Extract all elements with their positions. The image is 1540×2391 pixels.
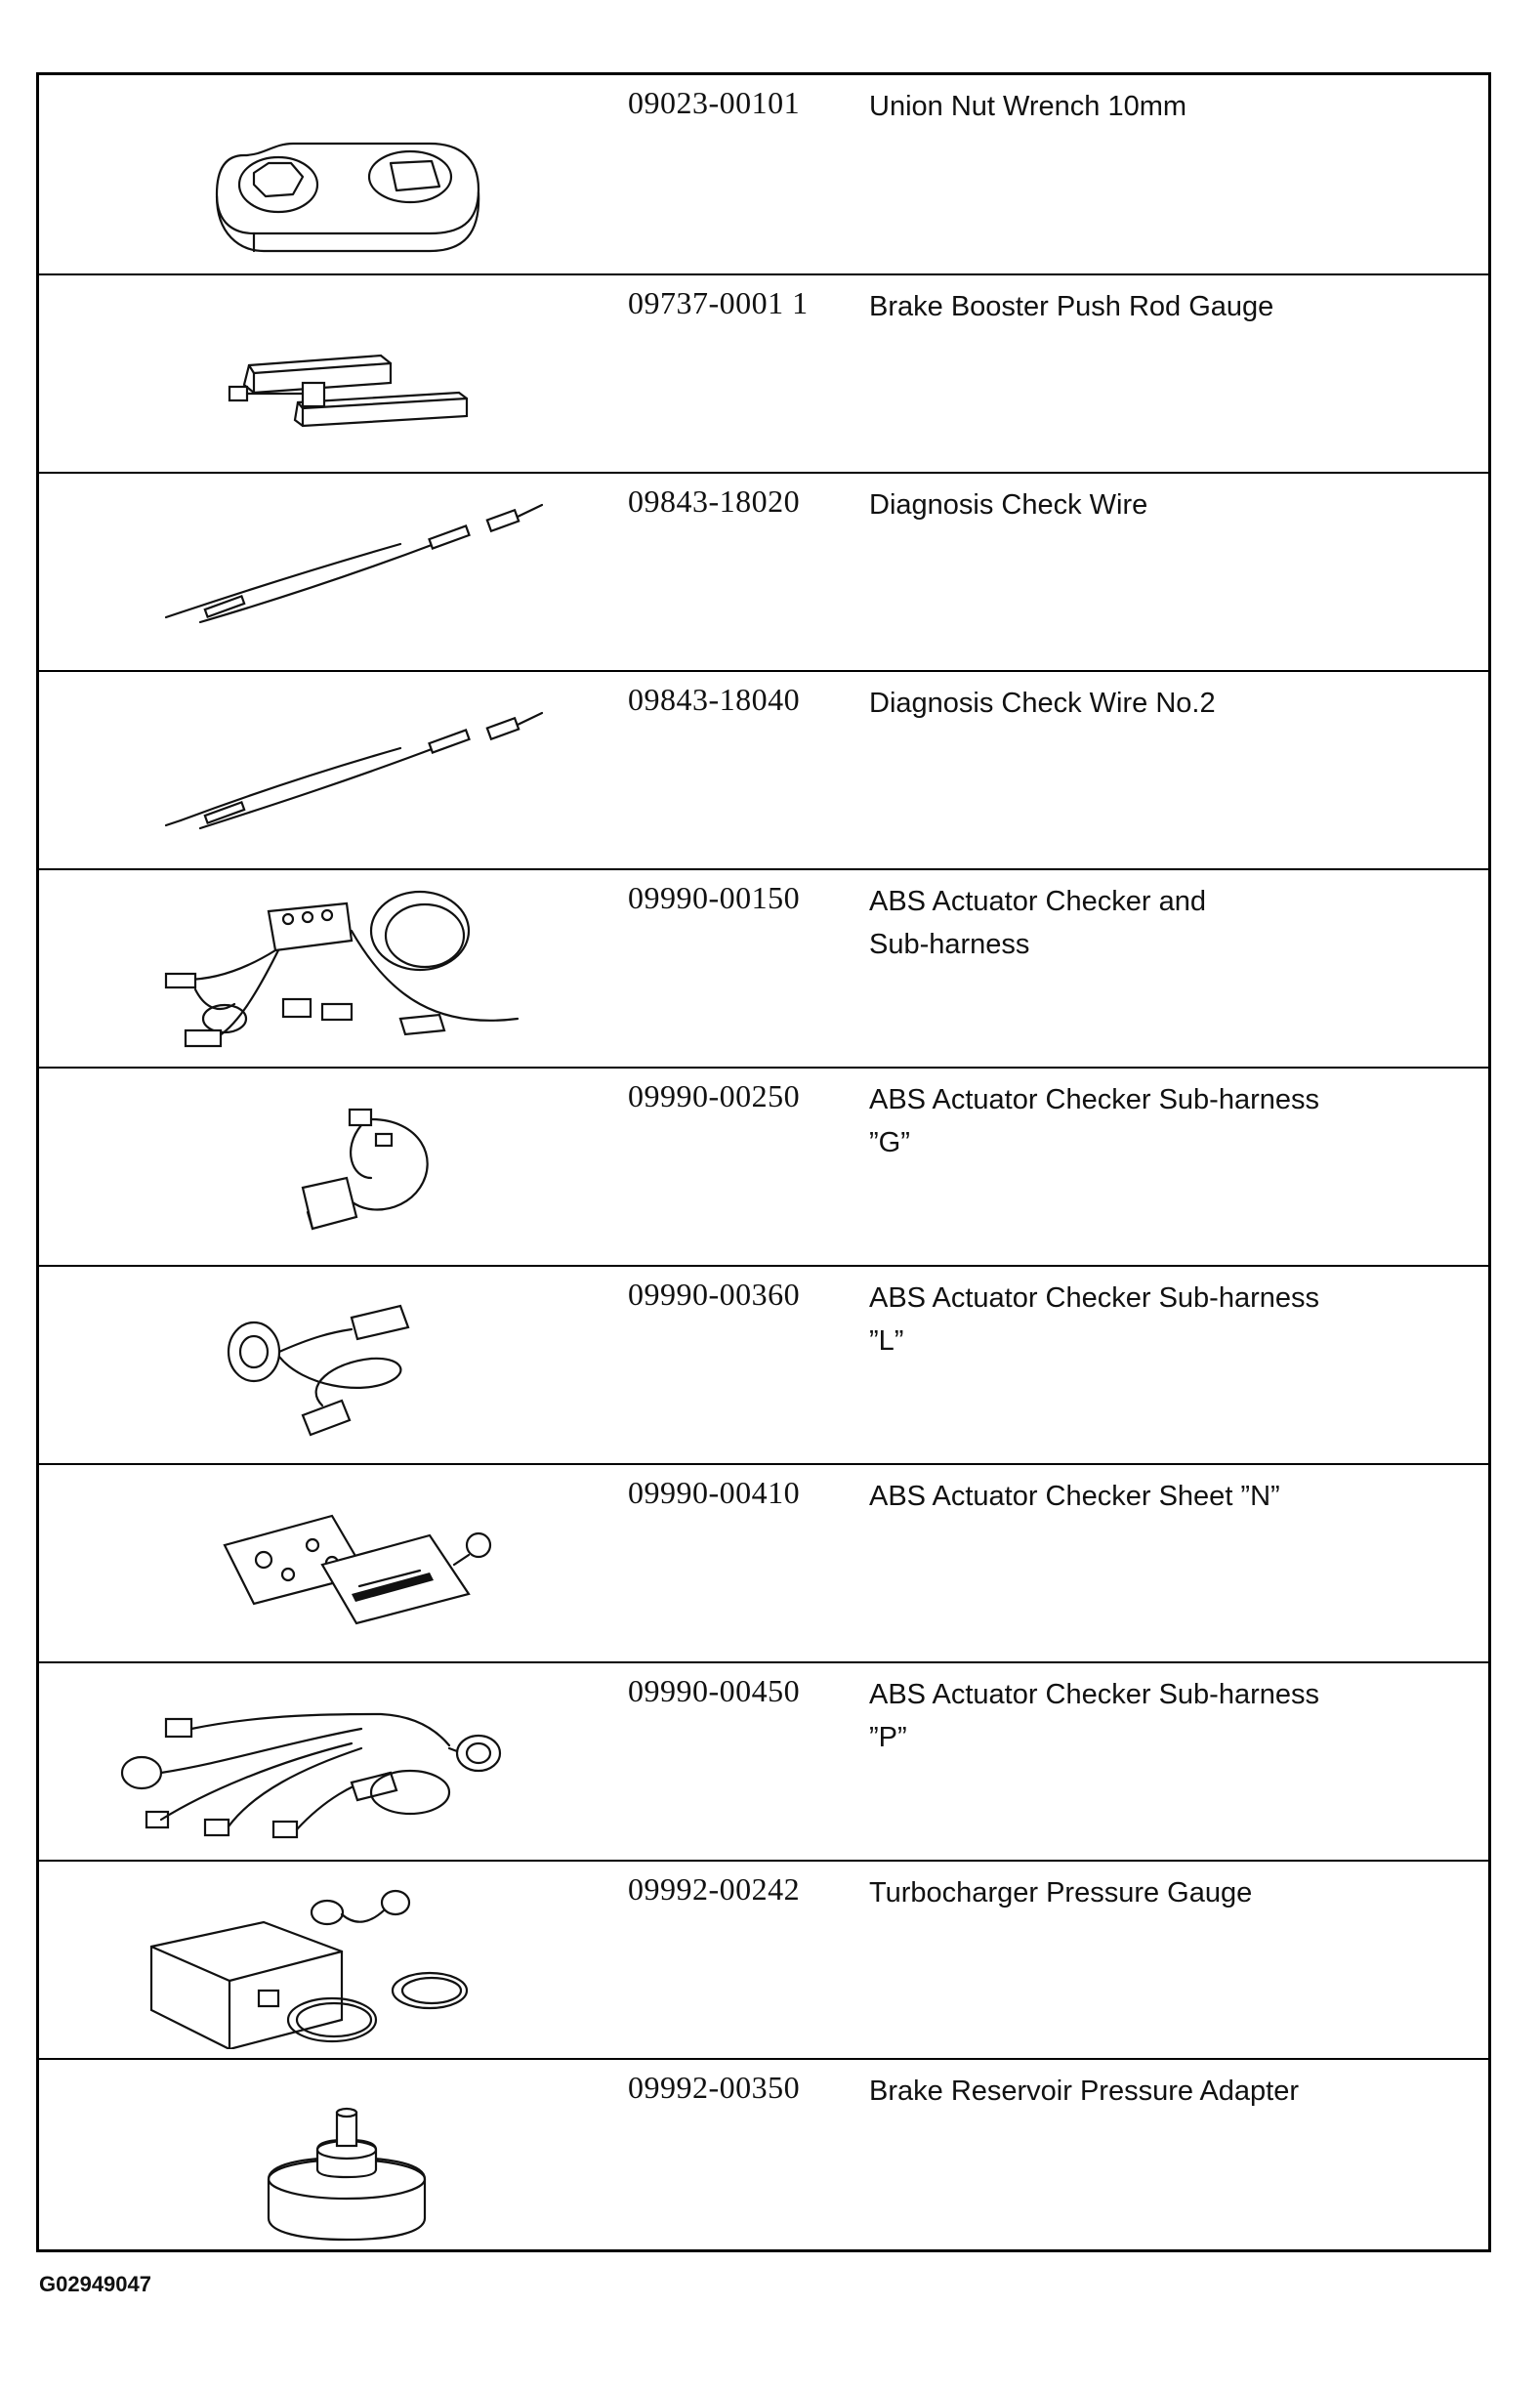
tool-row	[39, 868, 1488, 1067]
sub-harness-illustration	[107, 1675, 557, 1851]
union-nut-wrench-illustration	[107, 87, 557, 263]
tool-name	[869, 1078, 1416, 1164]
check-wire-illustration	[107, 684, 557, 860]
part-number: 09990-00250	[628, 1078, 801, 1113]
part-number: 09023-00101	[628, 85, 801, 120]
tool-name	[869, 880, 1416, 966]
checker-sheet-illustration	[107, 1477, 557, 1653]
tool-name-line: Union Nut Wrench 10mm	[869, 91, 1187, 122]
tool-name-line: ABS Actuator Checker Sub-harness	[869, 1282, 1320, 1314]
tool-name	[869, 1673, 1416, 1759]
sub-harness-illustration	[107, 1279, 557, 1454]
tool-name-line: ”P”	[869, 1722, 907, 1753]
tool-row	[39, 1860, 1488, 2058]
tool-row	[39, 1661, 1488, 1860]
part-number: 09992-00242	[628, 1871, 801, 1907]
tool-name-line: ABS Actuator Checker Sub-harness	[869, 1084, 1320, 1115]
tool-name	[869, 1277, 1416, 1363]
tool-name	[869, 483, 1416, 526]
push-rod-gauge-illustration	[107, 287, 557, 463]
pressure-adapter-illustration	[107, 2072, 557, 2247]
figure-code: G02949047	[39, 2272, 151, 2296]
tool-row	[39, 472, 1488, 670]
tool-row	[39, 1067, 1488, 1265]
special-tool-table	[36, 72, 1491, 2252]
part-number: 09990-00150	[628, 880, 801, 915]
tool-name-line: Brake Booster Push Rod Gauge	[869, 291, 1274, 322]
tool-row	[39, 1463, 1488, 1661]
tool-name-line: ABS Actuator Checker Sub-harness	[869, 1679, 1320, 1710]
tool-name-line: Diagnosis Check Wire	[869, 489, 1148, 521]
part-number: 09990-00450	[628, 1673, 801, 1708]
tool-name-line: ”G”	[869, 1127, 910, 1158]
tool-name-line: ABS Actuator Checker and	[869, 886, 1206, 917]
part-number: 09990-00410	[628, 1475, 801, 1510]
tool-name	[869, 85, 1416, 128]
check-wire-illustration	[107, 485, 557, 661]
part-number: 09990-00360	[628, 1277, 801, 1312]
tool-row	[39, 75, 1488, 273]
tool-row	[39, 273, 1488, 472]
tool-name-line: Brake Reservoir Pressure Adapter	[869, 2076, 1300, 2107]
part-number: 09737-0001 1	[628, 285, 809, 320]
tool-name-line: Turbocharger Pressure Gauge	[869, 1877, 1253, 1909]
part-number: 09992-00350	[628, 2070, 801, 2105]
tool-name	[869, 682, 1416, 725]
sub-harness-illustration	[107, 1080, 557, 1256]
checker-harness-illustration	[107, 882, 557, 1058]
tool-row	[39, 1265, 1488, 1463]
tool-name	[869, 1475, 1416, 1518]
tool-name-line: ”L”	[869, 1325, 904, 1357]
tool-name	[869, 285, 1416, 328]
tool-name-line: Sub-harness	[869, 929, 1030, 960]
tool-row	[39, 2058, 1488, 2256]
pressure-gauge-kit-illustration	[107, 1873, 557, 2049]
part-number: 09843-18020	[628, 483, 801, 519]
tool-name	[869, 2070, 1416, 2113]
tool-name	[869, 1871, 1416, 1914]
tool-name-line: Diagnosis Check Wire No.2	[869, 688, 1216, 719]
tool-row	[39, 670, 1488, 868]
tool-name-line: ABS Actuator Checker Sheet ”N”	[869, 1481, 1280, 1512]
part-number: 09843-18040	[628, 682, 801, 717]
